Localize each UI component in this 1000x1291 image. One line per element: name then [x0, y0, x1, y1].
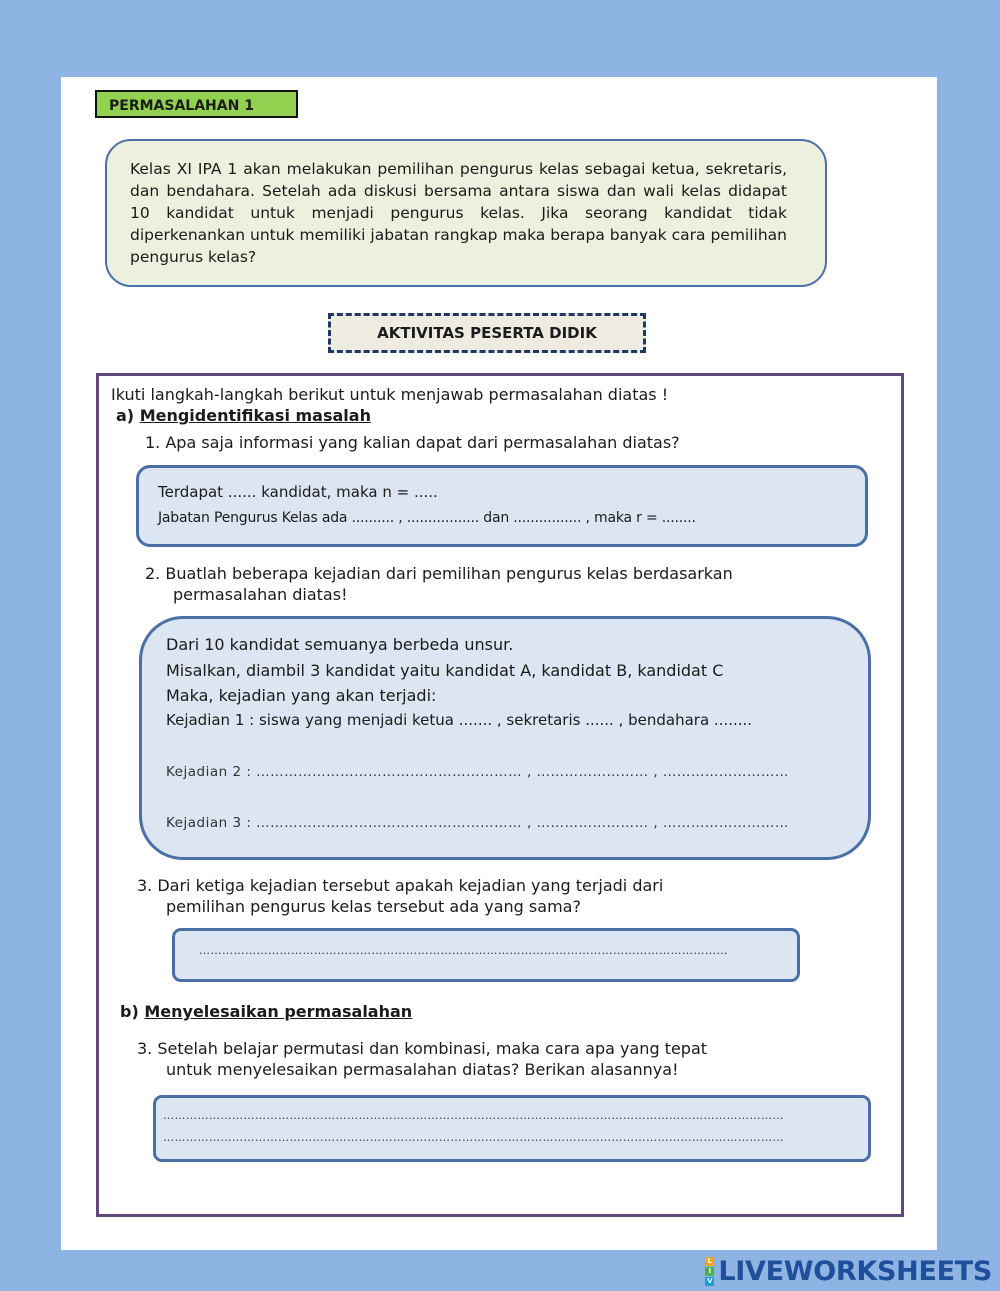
- question-2-line-1: 2. Buatlah beberapa kejadian dari pemilihan pengurus kelas berdasarkan: [145, 564, 733, 583]
- problem-tag: PERMASALAHAN 1: [95, 90, 298, 118]
- question-b-line-1: 3. Setelah belajar permutasi dan kombinasi, maka cara apa yang tepat: [137, 1039, 708, 1058]
- box3-line: …………………………………………………………………………………………………………………………: [199, 944, 728, 957]
- answer-box-1[interactable]: [136, 465, 868, 547]
- liveworksheets-logo[interactable]: [705, 1255, 992, 1287]
- activity-tag: AKTIVITAS PESERTA DIDIK: [328, 313, 646, 353]
- live-logo-icon: [705, 1257, 714, 1286]
- logo-letter-l: L: [705, 1257, 714, 1266]
- box1-line-1: Terdapat ...... kandidat, maka n = .....: [158, 483, 438, 501]
- problem-statement-box: [105, 139, 827, 287]
- part-b-label: b): [120, 1002, 139, 1021]
- question-3-line-1: 3. Dari ketiga kejadian tersebut apakah kejadian yang terjadi dari: [137, 876, 664, 895]
- box4-line-1: ………………………………………………………………………………………………………………………………………………: [163, 1109, 784, 1122]
- problem-statement-text: Kelas XI IPA 1 akan melakukan pemilihan pengurus kelas sebagai ketua, sekretaris, dan bendahara. Setelah ada diskusi bersama antara siswa dan wali kelas didapat 10 kandidat untuk menjadi pengurus kelas. Jika seorang kandidat tidak diperkenankan untuk memiliki jabatan rangkap maka berapa banyak cara pemilihan pengurus kelas?: [130, 160, 787, 266]
- part-a-title: Mengidentifikasi masalah: [139, 406, 371, 425]
- logo-letter-i: I: [705, 1267, 714, 1276]
- box2-line-3: Maka, kejadian yang akan terjadi:: [166, 686, 437, 705]
- part-a-label: a): [116, 406, 135, 425]
- part-a-heading: [116, 406, 371, 425]
- question-1: 1. Apa saja informasi yang kalian dapat dari permasalahan diatas?: [145, 433, 680, 452]
- box2-line-4: Kejadian 1 : siswa yang menjadi ketua ....... , sekretaris ...... , bendahara ........: [166, 711, 753, 729]
- question-b-line-2: untuk menyelesaikan permasalahan diatas? Berikan alasannya!: [166, 1060, 679, 1079]
- box1-line-2: Jabatan Pengurus Kelas ada .......... , ................. dan ................ , maka r = ........: [158, 510, 696, 526]
- part-b-title: Menyelesaikan permasalahan: [144, 1002, 413, 1021]
- activity-intro: Ikuti langkah-langkah berikut untuk menjawab permasalahan diatas !: [111, 385, 669, 404]
- box2-line-6: Kejadian 3 : ………………………………………………… , …………………… , ………………………: [166, 815, 789, 831]
- logo-letter-v: V: [707, 1276, 713, 1285]
- box2-line-1: Dari 10 kandidat semuanya berbeda unsur.: [166, 635, 514, 654]
- question-3-line-2: pemilihan pengurus kelas tersebut ada yang sama?: [166, 897, 581, 916]
- box2-line-5: Kejadian 2 : ………………………………………………… , …………………… , ………………………: [166, 764, 789, 780]
- part-b-heading: [120, 1002, 412, 1021]
- logo-text: LIVEWORKSHEETS: [718, 1255, 992, 1287]
- box4-line-2: ………………………………………………………………………………………………………………………………………………: [163, 1131, 784, 1144]
- box2-line-2: Misalkan, diambil 3 kandidat yaitu kandidat A, kandidat B, kandidat C: [166, 661, 724, 680]
- question-2-line-2: permasalahan diatas!: [173, 585, 348, 604]
